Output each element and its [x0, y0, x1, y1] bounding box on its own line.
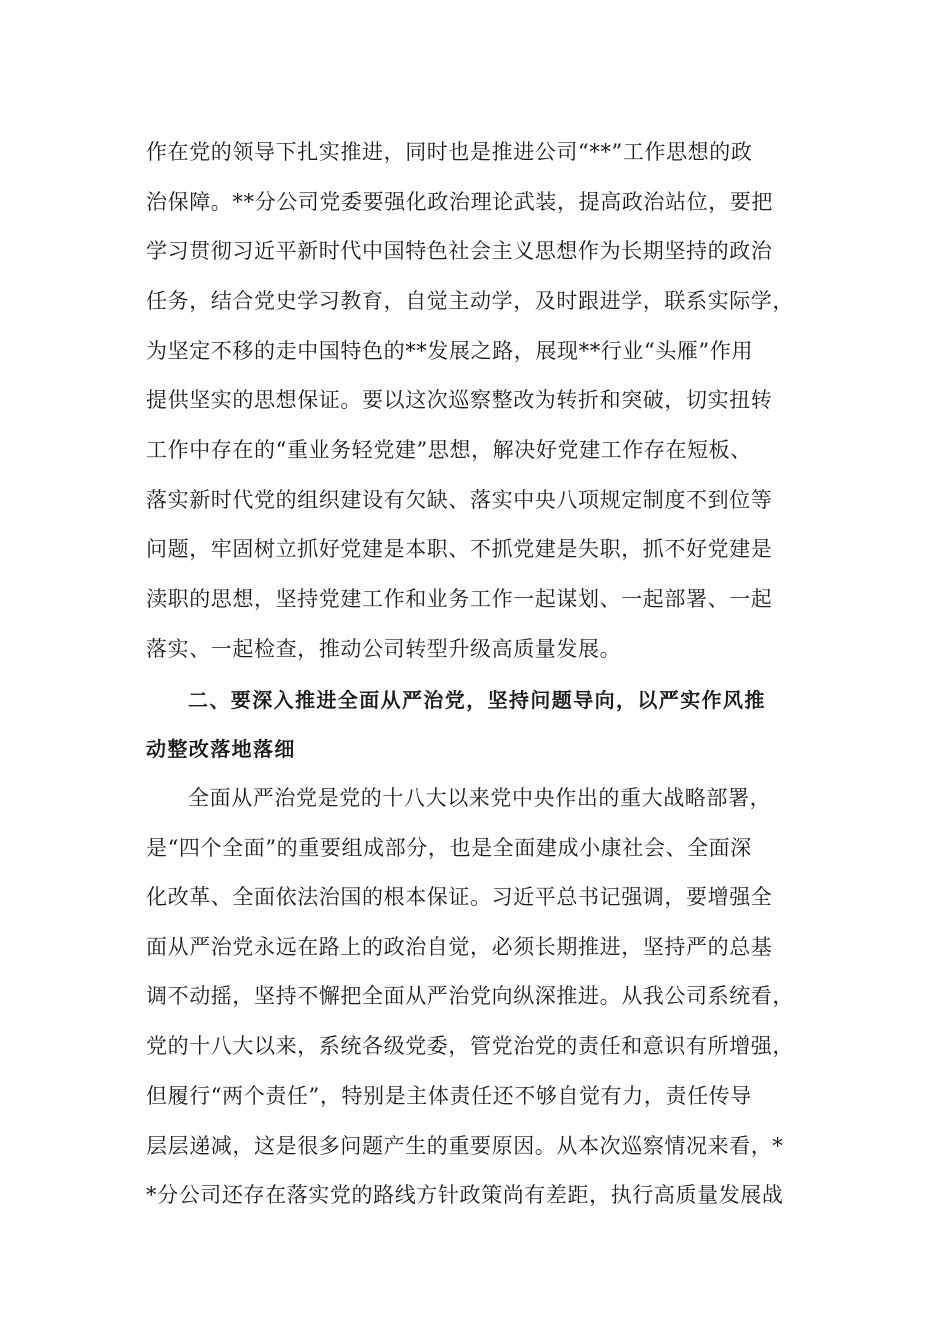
- text-line: 面从严治党永远在路上的政治自觉，必须长期推进，坚持严的总基: [146, 935, 773, 959]
- text-line: 渎职的思想，坚持党建工作和业务工作一起谋划、一起部署、一起: [146, 587, 773, 611]
- text-line: 调不动摇，坚持不懈把全面从严治党向纵深推进。从我公司系统看，: [146, 984, 794, 1008]
- text-line: *分公司还存在落实党的路线方针政策尚有差距，执行高质量发展战: [146, 1183, 784, 1207]
- text-line: 治保障。**分公司党委要强化政治理论武装，提高政治站位，要把: [146, 190, 773, 214]
- text-line: 落实、一起检查，推动公司转型升级高质量发展。: [146, 637, 622, 661]
- text-line: 工作中存在的“重业务轻党建”思想，解决好党建工作存在短板、: [146, 438, 752, 462]
- text-line: 党的十八大以来，系统各级党委，管党治党的责任和意识有所增强，: [146, 1034, 794, 1058]
- heading-line: 二、要深入推进全面从严治党，坚持问题导向，以严实作风推: [188, 688, 766, 712]
- text-line: 是“四个全面”的重要组成部分，也是全面建成小康社会、全面深: [146, 836, 752, 860]
- text-line: 为坚定不移的走中国特色的**发展之路，展现**行业“头雁”作用: [146, 339, 754, 363]
- text-line: 问题，牢固树立抓好党建是本职、不抓党建是失职，抓不好党建是: [146, 537, 773, 561]
- text-line: 任务，结合党史学习教育，自觉主动学，及时跟进学，联系实际学，: [146, 289, 794, 313]
- text-line: 作在党的领导下扎实推进，同时也是推进公司“**”工作思想的政: [146, 140, 753, 164]
- text-line: 层层递减，这是很多问题产生的重要原因。从本次巡察情况来看，*: [146, 1134, 784, 1158]
- text-line: 全面从严治党是党的十八大以来党中央作出的重大战略部署，: [188, 786, 772, 810]
- text-line: 提供坚实的思想保证。要以这次巡察整改为转折和突破，切实扭转: [146, 388, 773, 412]
- text-line: 落实新时代党的组织建设有欠缺、落实中央八项规定制度不到位等: [146, 488, 773, 512]
- text-line: 化改革、全面依法治国的根本保证。习近平总书记强调，要增强全: [146, 885, 773, 909]
- text-line: 但履行“两个责任”，特别是主体责任还不够自觉有力，责任传导: [146, 1084, 752, 1108]
- heading-line: 动整改落地落细: [146, 737, 296, 761]
- text-line: 学习贯彻习近平新时代中国特色社会主义思想作为长期坚持的政治: [146, 239, 773, 263]
